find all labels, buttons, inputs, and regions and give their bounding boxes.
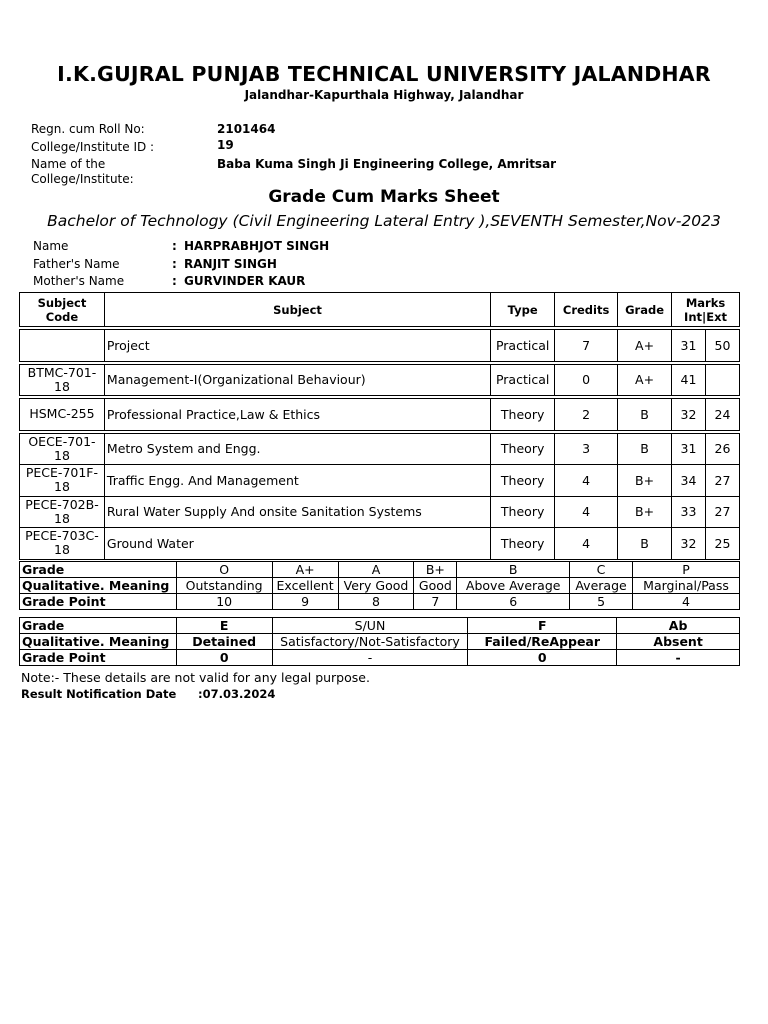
subject-type: Practical (491, 364, 555, 396)
subject-name: Professional Practice,Law & Ethics (104, 399, 490, 431)
subject-credits: 4 (555, 496, 618, 528)
point-cell: 0 (176, 650, 272, 666)
grade-row-label: Grade (20, 618, 177, 634)
father-value: RANJIT SINGH (184, 257, 277, 271)
subject-code: PECE-701F- 18 (20, 465, 105, 497)
marks-int: 34 (672, 465, 706, 497)
meaning-cell: Outstanding (176, 578, 272, 594)
sheet-title: Grade Cum Marks Sheet (268, 187, 500, 207)
point-cell: 9 (272, 594, 338, 610)
meaning-cell: Absent (617, 634, 740, 650)
meaning-cell: Above Average (457, 578, 570, 594)
subject-grade: A+ (618, 330, 672, 362)
mother-label: Mother's Name (33, 274, 125, 288)
mother-value: GURVINDER KAUR (184, 274, 306, 288)
regn-label: Regn. cum Roll No: (31, 122, 145, 136)
meaning-cell: Excellent (272, 578, 338, 594)
subject-code: PECE-702B- 18 (20, 496, 105, 528)
college-id-label: College/Institute ID : (31, 140, 155, 154)
grade-row (20, 562, 740, 578)
point-row (20, 594, 740, 610)
subject-credits: 3 (555, 433, 618, 465)
point-row-label: Grade Point (20, 650, 177, 666)
meaning-cell: Good (414, 578, 457, 594)
meaning-cell: Satisfactory/Not-Satisfactory (272, 634, 468, 650)
subject-credits: 7 (555, 330, 618, 362)
subject-name: Metro System and Engg. (104, 433, 490, 465)
subject-grade: A+ (618, 364, 672, 396)
meaning-row (20, 578, 740, 594)
grade-row (20, 618, 740, 634)
result-date-value: :07.03.2024 (198, 687, 276, 701)
subject-code: BTMC-701- 18 (20, 364, 105, 396)
point-cell: 5 (570, 594, 633, 610)
grade-cell: Ab (617, 618, 740, 634)
subject-type: Theory (491, 528, 555, 560)
marks-ext: 24 (705, 399, 739, 431)
marks-table (19, 292, 740, 560)
university-name: I.K.GUJRAL PUNJAB TECHNICAL UNIVERSITY JALANDHAR (57, 62, 711, 86)
name-value: HARPRABHJOT SINGH (184, 239, 330, 253)
point-cell: 7 (414, 594, 457, 610)
college-name-label-2: College/Institute: (31, 172, 134, 186)
grade-legend-table-1 (19, 561, 740, 610)
point-cell: 4 (633, 594, 740, 610)
table-row (20, 364, 740, 396)
marks-ext: 27 (705, 496, 739, 528)
marks-ext: 25 (705, 528, 739, 560)
father-colon: : (172, 257, 177, 271)
point-cell: 0 (468, 650, 617, 666)
point-row (20, 650, 740, 666)
marks-int: 31 (672, 330, 706, 362)
mother-colon: : (172, 274, 177, 288)
subject-grade: B+ (618, 465, 672, 497)
grade-cell: C (570, 562, 633, 578)
meaning-cell: Detained (176, 634, 272, 650)
grade-cell: O (176, 562, 272, 578)
grade-cell: A (338, 562, 414, 578)
meaning-row-label: Qualitative. Meaning (20, 578, 177, 594)
table-row (20, 528, 740, 560)
subject-type: Theory (491, 399, 555, 431)
meaning-cell: Average (570, 578, 633, 594)
meaning-row-label: Qualitative. Meaning (20, 634, 177, 650)
point-cell: 10 (176, 594, 272, 610)
regn-value: 2101464 (217, 122, 276, 136)
grade-cell: B+ (414, 562, 457, 578)
name-label: Name (33, 239, 69, 253)
subject-grade: B (618, 433, 672, 465)
header-type: Type (491, 293, 555, 327)
college-id-value: 19 (217, 138, 234, 152)
header-subject-code: Subject Code (20, 293, 105, 327)
marks-ext: 27 (705, 465, 739, 497)
grade-cell: A+ (272, 562, 338, 578)
table-row (20, 465, 740, 497)
subject-type: Theory (491, 465, 555, 497)
marks-int: 33 (672, 496, 706, 528)
grade-cell: S/UN (272, 618, 468, 634)
subject-name: Traffic Engg. And Management (104, 465, 490, 497)
point-row-label: Grade Point (20, 594, 177, 610)
subject-code: HSMC-255 (20, 399, 105, 431)
marks-int: 41 (672, 364, 706, 396)
subject-grade: B+ (618, 496, 672, 528)
grade-cell: B (457, 562, 570, 578)
meaning-row (20, 634, 740, 650)
table-row (20, 496, 740, 528)
university-address: Jalandhar-Kapurthala Highway, Jalandhar (244, 88, 524, 102)
subject-type: Practical (491, 330, 555, 362)
marks-int: 32 (672, 528, 706, 560)
subject-type: Theory (491, 433, 555, 465)
subject-code: PECE-703C- 18 (20, 528, 105, 560)
marks-int: 31 (672, 433, 706, 465)
subject-code (20, 330, 105, 362)
subject-grade: B (618, 399, 672, 431)
college-name-label-1: Name of the (31, 157, 106, 171)
grade-cell: F (468, 618, 617, 634)
table-row (20, 399, 740, 431)
marks-int: 32 (672, 399, 706, 431)
disclaimer-note: Note:- These details are not valid for any legal purpose. (21, 670, 370, 685)
point-cell: 8 (338, 594, 414, 610)
point-cell: 6 (457, 594, 570, 610)
table-row (20, 330, 740, 362)
subject-type: Theory (491, 496, 555, 528)
meaning-cell: Failed/ReAppear (468, 634, 617, 650)
subject-name: Rural Water Supply And onsite Sanitation Systems (104, 496, 490, 528)
subject-name: Ground Water (104, 528, 490, 560)
grade-row-label: Grade (20, 562, 177, 578)
table-row (20, 433, 740, 465)
result-date-label: Result Notification Date (21, 687, 177, 701)
father-label: Father's Name (33, 257, 120, 271)
point-cell: - (272, 650, 468, 666)
meaning-cell: Very Good (338, 578, 414, 594)
program-title: Bachelor of Technology (Civil Engineering Lateral Entry ),SEVENTH Semester,Nov-2023 (47, 212, 721, 230)
name-colon: : (172, 239, 177, 253)
header-grade: Grade (618, 293, 672, 327)
subject-code: OECE-701- 18 (20, 433, 105, 465)
marks-ext: 50 (705, 330, 739, 362)
subject-credits: 4 (555, 528, 618, 560)
subject-credits: 0 (555, 364, 618, 396)
header-subject: Subject (104, 293, 490, 327)
meaning-cell: Marginal/Pass (633, 578, 740, 594)
subject-credits: 2 (555, 399, 618, 431)
point-cell: - (617, 650, 740, 666)
grade-cell: E (176, 618, 272, 634)
subject-name: Management-I(Organizational Behaviour) (104, 364, 490, 396)
marks-header-row (20, 293, 740, 327)
marks-ext (705, 364, 739, 396)
header-marks: Marks Int|Ext (672, 293, 740, 327)
subject-credits: 4 (555, 465, 618, 497)
subject-grade: B (618, 528, 672, 560)
college-name-value: Baba Kuma Singh Ji Engineering College, Amritsar (217, 157, 557, 171)
marks-ext: 26 (705, 433, 739, 465)
header-credits: Credits (555, 293, 618, 327)
grade-legend-table-2 (19, 617, 740, 666)
grade-cell: P (633, 562, 740, 578)
subject-name: Project (104, 330, 490, 362)
